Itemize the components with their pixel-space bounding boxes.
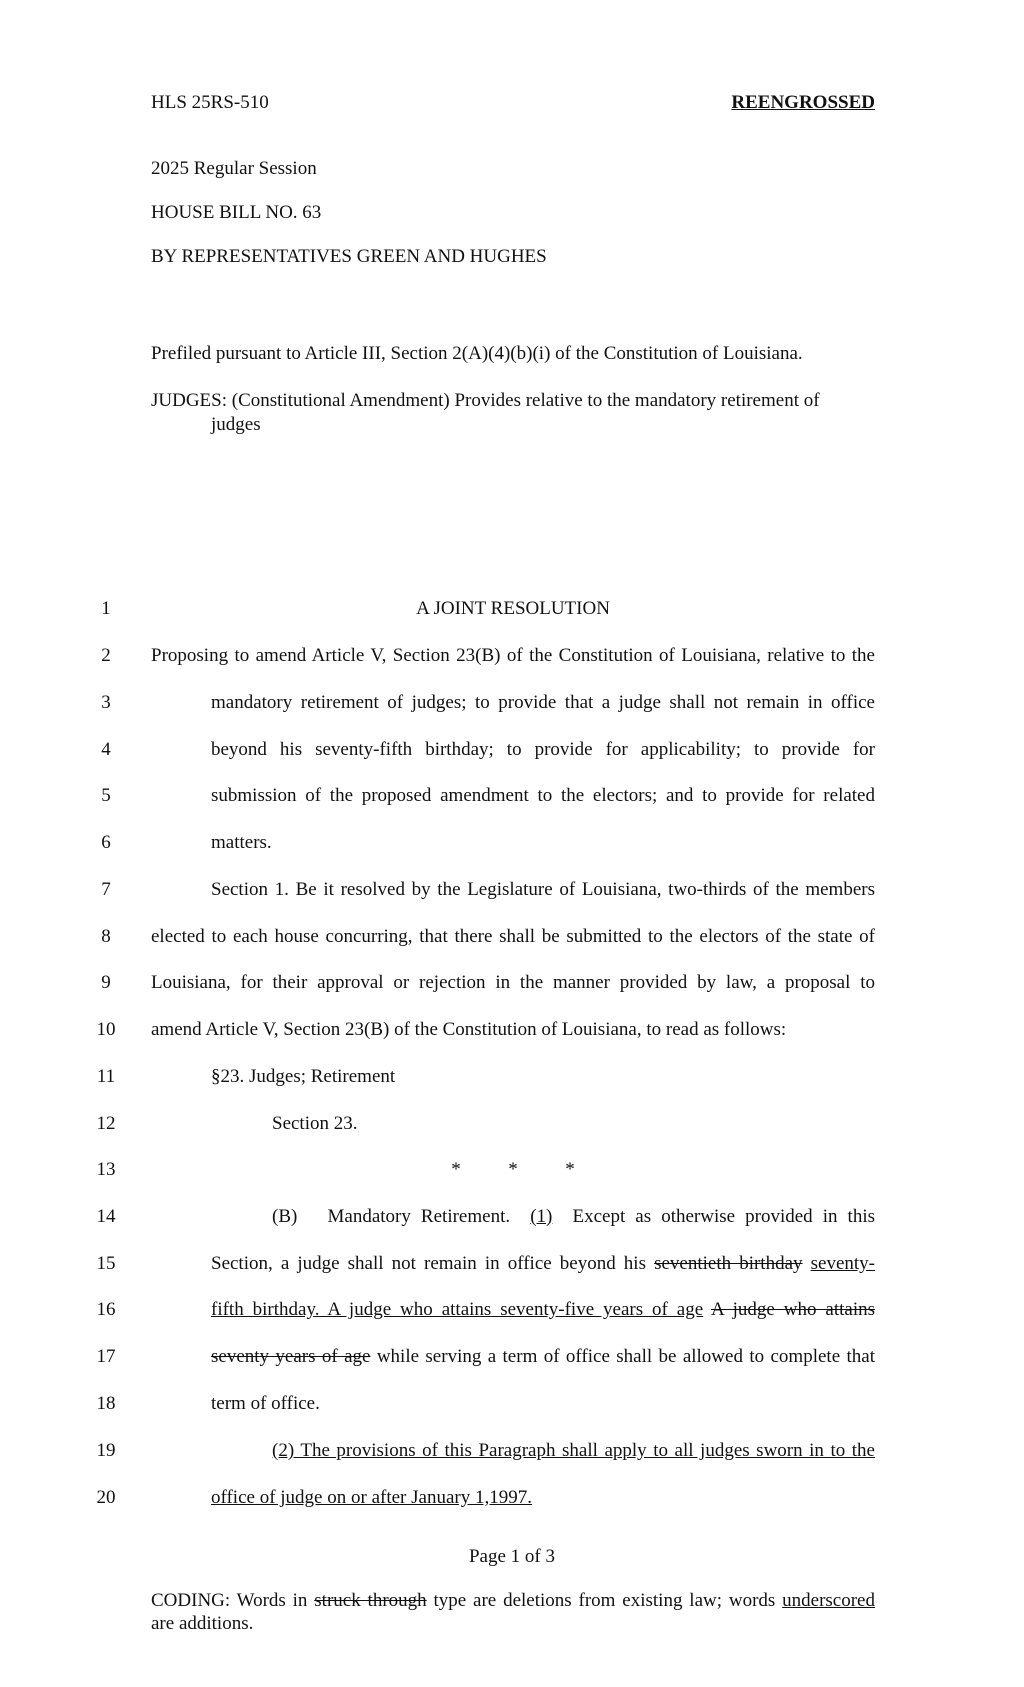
added-text: (2) The provisions of this Paragraph shall apply to all judges sworn in to the xyxy=(272,1440,875,1461)
added-text: fifth birthday. A judge who attains seventy-five years of age xyxy=(211,1299,704,1320)
text-line xyxy=(211,1346,875,1368)
resolution-title: A JOINT RESOLUTION xyxy=(416,598,610,619)
added-text: seventy- xyxy=(810,1253,875,1274)
status-badge: REENGROSSED xyxy=(731,92,875,113)
text-segment: Except as otherwise provided in this xyxy=(552,1206,876,1227)
omission-asterisks: * * * xyxy=(451,1159,575,1180)
bill-authors: BY REPRESENTATIVES GREEN AND HUGHES xyxy=(151,246,547,267)
line-number: 12 xyxy=(96,1113,116,1134)
prefiled-note: Prefiled pursuant to Article III, Section 2(A)(4)(b)(i) of the Constitution of Louisiana. xyxy=(151,343,803,364)
line-number: 1 xyxy=(101,598,111,619)
section-label: Section 23. xyxy=(272,1113,358,1134)
line-number: 9 xyxy=(101,972,111,993)
deleted-text: seventieth birthday xyxy=(654,1253,803,1274)
bill-number: HOUSE BILL NO. 63 xyxy=(151,202,322,223)
text-segment: Section, a judge shall not remain in office beyond his xyxy=(211,1253,655,1274)
text-segment: while serving a term of office shall be allowed to complete that xyxy=(370,1346,875,1367)
text-line: Louisiana, for their approval or rejection in the manner provided by law, a proposal to xyxy=(151,972,875,993)
coding-legend xyxy=(151,1589,875,1635)
line-number: 8 xyxy=(101,926,111,947)
text-line: matters. xyxy=(211,832,272,853)
deleted-text: A judge who attains xyxy=(711,1299,876,1320)
text-segment: (B) Mandatory Retirement. xyxy=(272,1206,531,1227)
line-number: 5 xyxy=(101,785,111,806)
text-line xyxy=(211,1487,875,1509)
text-line: beyond his seventy-fifth birthday; to provide for applicability; to provide for xyxy=(211,739,875,760)
line-number: 16 xyxy=(96,1299,116,1320)
digest-line-1: JUDGES: (Constitutional Amendment) Provides relative to the mandatory retirement of xyxy=(151,390,820,411)
line-number: 3 xyxy=(101,692,111,713)
deleted-text: seventy years of age xyxy=(211,1346,371,1367)
underscored-example: underscored xyxy=(782,1590,875,1611)
line-number: 19 xyxy=(96,1440,116,1461)
text-line: amend Article V, Section 23(B) of the Constitution of Louisiana, to read as follows: xyxy=(151,1019,787,1040)
digest-line-2: judges xyxy=(211,414,261,435)
line-number: 20 xyxy=(96,1487,116,1508)
text-line: Proposing to amend Article V, Section 23(B) of the Constitution of Louisiana, relative to the xyxy=(151,645,875,666)
line-number: 10 xyxy=(96,1019,116,1040)
session-label: 2025 Regular Session xyxy=(151,158,317,179)
text-segment: CODING: Words in xyxy=(151,1590,315,1611)
text-segment: type are deletions from existing law; words xyxy=(426,1590,783,1611)
text-line xyxy=(272,1206,875,1228)
line-number: 17 xyxy=(96,1346,116,1367)
line-number: 2 xyxy=(101,645,111,666)
line-number: 7 xyxy=(101,879,111,900)
document-id: HLS 25RS-510 xyxy=(151,92,269,113)
line-number: 15 xyxy=(96,1253,116,1274)
text-line xyxy=(272,1440,875,1462)
added-text: office of judge on or after January 1,1997. xyxy=(211,1487,532,1508)
coding-legend-line-2: are additions. xyxy=(151,1613,254,1634)
text-line xyxy=(211,1253,875,1275)
line-number: 6 xyxy=(101,832,111,853)
struck-example: struck through xyxy=(314,1590,427,1611)
added-text: (1) xyxy=(530,1206,553,1227)
line-number: 4 xyxy=(101,739,111,760)
digest-summary xyxy=(151,389,875,437)
line-number: 14 xyxy=(96,1206,116,1227)
text-line: term of office. xyxy=(211,1393,320,1414)
text-line xyxy=(211,1299,875,1321)
text-line: mandatory retirement of judges; to provide that a judge shall not remain in office xyxy=(211,692,875,713)
text-line: elected to each house concurring, that there shall be submitted to the electors of the state of xyxy=(151,926,875,947)
section-heading: §23. Judges; Retirement xyxy=(211,1066,396,1087)
line-number: 13 xyxy=(96,1159,116,1180)
text-line: Section 1. Be it resolved by the Legislature of Louisiana, two-thirds of the members xyxy=(211,879,875,900)
line-number: 11 xyxy=(96,1066,116,1087)
line-number: 18 xyxy=(96,1393,116,1414)
text-line: submission of the proposed amendment to the electors; and to provide for related xyxy=(211,785,875,806)
page-number: Page 1 of 3 xyxy=(468,1546,555,1567)
coding-legend-line-1 xyxy=(151,1589,875,1612)
